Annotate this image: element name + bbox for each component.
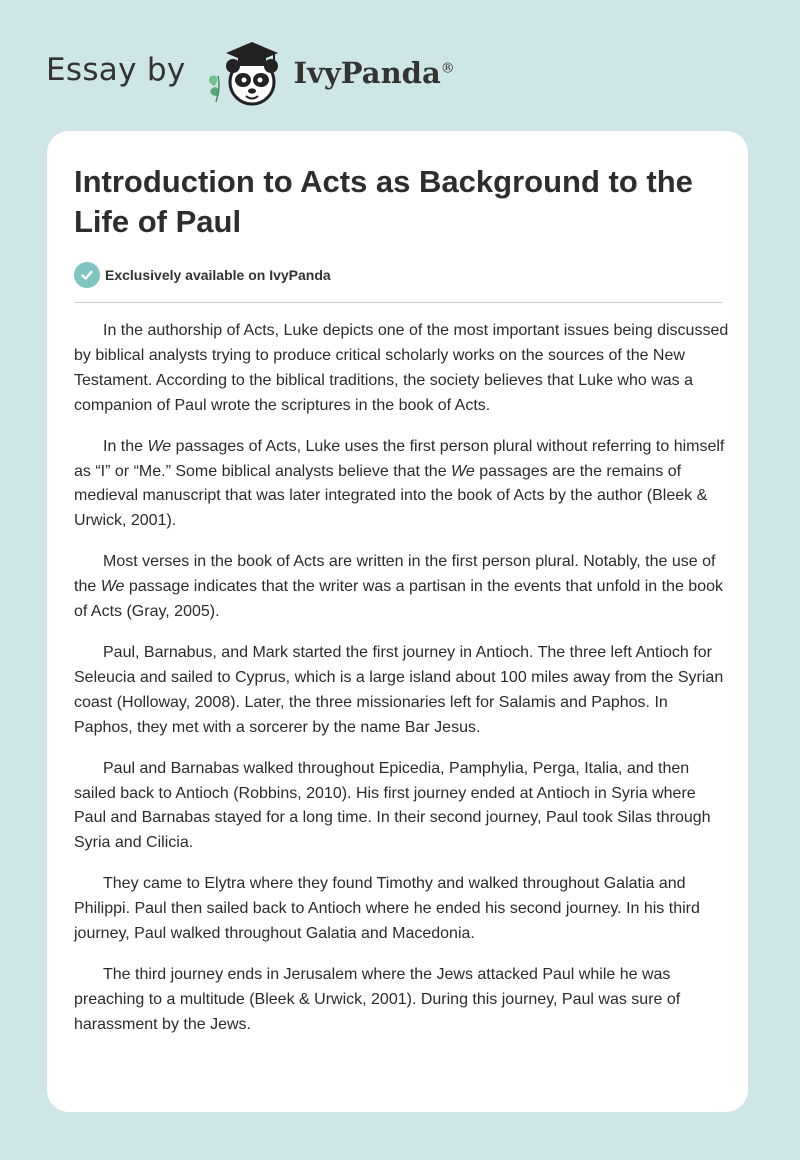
essay-paragraph xyxy=(74,435,729,535)
site-header xyxy=(46,36,455,108)
brand-prefix: Essay by xyxy=(46,52,186,88)
essay-paragraph xyxy=(74,319,729,419)
paragraph-text: Most verses in the book of Acts are written in the first person plural. Notably, the use of the xyxy=(74,553,716,596)
emphasis-text: We xyxy=(100,578,125,596)
brand-name: IvyPanda® xyxy=(293,56,455,90)
paragraph-text: They came to Elytra where they found Timothy and walked throughout Galatia and Philippi. Paul then sailed back to Antioch where he ended his second journey. In his third journey, Paul walked throughout Galatia and Macedonia. xyxy=(74,875,700,943)
paragraph-text: passage indicates that the writer was a partisan in the events that unfold in the book of Acts (Gray, 2005). xyxy=(74,578,723,621)
essay-paragraph xyxy=(74,872,729,947)
emphasis-text: We xyxy=(147,437,172,455)
page-title: Introduction to Acts as Background to the Life of Paul xyxy=(74,164,693,239)
essay-card xyxy=(47,131,748,1112)
paragraph-text: passages are the remains of medieval manuscript that was later integrated into the book of Acts by the author (Bleek & Urwick, 2001). xyxy=(74,462,708,530)
essay-paragraph xyxy=(74,550,729,625)
divider xyxy=(74,302,722,303)
checkmark-icon xyxy=(74,262,100,288)
emphasis-text: We xyxy=(451,462,475,480)
exclusive-badge xyxy=(74,262,331,288)
exclusive-label: Exclusively available on IvyPanda xyxy=(105,267,331,283)
paragraph-text: In the authorship of Acts, Luke depicts one of the most important issues being discussed by biblical analysts trying to produce critical scholarly works on the sources of the New Testament. According to the biblical traditions, the society believes that Luke who was a companion of Paul wrote the scriptures in the book of Acts. xyxy=(74,322,729,414)
ivypanda-logo-icon xyxy=(204,36,292,108)
essay-body xyxy=(74,319,729,1054)
paragraph-text: Paul, Barnabus, and Mark started the first journey in Antioch. The three left Antioch for Seleucia and sailed to Cyprus, which is a large island about 100 miles away from the Syrian coast (Holloway, 2008). Later, the three missionaries left for Salamis and Paphos. In Paphos, they met with a sorcerer by the name Bar Jesus. xyxy=(74,643,724,736)
paragraph-text: The third journey ends in Jerusalem where the Jews attacked Paul while he was preaching to a multitude (Bleek & Urwick, 2001). During this journey, Paul was sure of harassment by the Jews. xyxy=(74,965,681,1033)
essay-paragraph xyxy=(74,641,729,741)
paragraph-text: Paul and Barnabas walked throughout Epicedia, Pamphylia, Perga, Italia, and then sailed back to Antioch (Robbins, 2010). His first journey ended at Antioch in Syria where Paul and Barnabas stayed for a long time. In their second journey, Paul took Silas through Syria and Cilicia. xyxy=(74,759,711,852)
paragraph-text: passages of Acts, Luke uses the first person plural without referring to himself as “I” or “Me.” Some biblical analysts believe that the xyxy=(74,437,725,480)
essay-paragraph xyxy=(74,963,729,1038)
registered-mark: ® xyxy=(440,60,455,77)
essay-paragraph xyxy=(74,757,729,857)
paragraph-text: In the xyxy=(103,437,148,455)
